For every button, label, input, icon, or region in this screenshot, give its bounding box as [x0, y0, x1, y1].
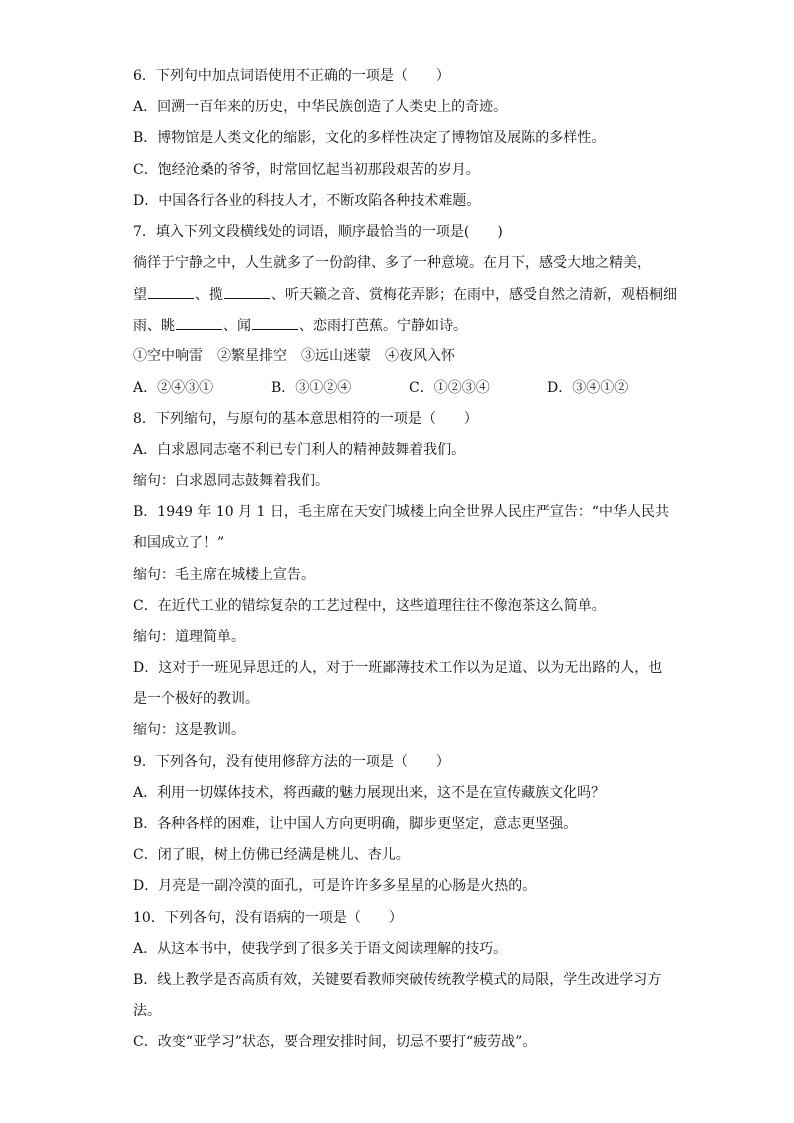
q8-option-d-line-2: 是一个极好的教训。 [133, 691, 259, 707]
q8-stem: 8．下列缩句，与原句的基本意思相符的一项是（ ） [133, 411, 478, 427]
q9-option-d: D．月亮是一副冷漠的面孔，可是许许多多星星的心肠是火热的。 [133, 878, 537, 894]
q8-option-d-condensed: 缩句：这是教训。 [133, 722, 245, 738]
fill-blank [148, 284, 194, 299]
q6-stem: 6．下列句中加点词语使用不正确的一项是（ ） [133, 68, 450, 84]
q7-option-c: C．①②③④ [409, 380, 490, 396]
q8-option-a: A．白求恩同志毫不利已专门利人的精神鼓舞着我们。 [133, 442, 466, 458]
q9-stem: 9．下列各句，没有使用修辞方法的一项是（ ） [133, 754, 450, 770]
q7-stem: 7．填入下列文段横线处的词语，顺序最恰当的一项是( ) [133, 224, 503, 240]
q7-passage-line-3 [133, 315, 673, 336]
q10-option-b-line-2: 法。 [133, 1003, 161, 1019]
q7-passage-line-2 [133, 284, 677, 305]
q9-option-b: B．各种各样的困难，让中国人方向更明确，脚步更坚定，意志更坚强。 [133, 816, 578, 832]
q9-option-c: C．闭了眼，树上仿佛已经满是桃儿、杏儿。 [133, 847, 410, 863]
q8-option-b-line-2: 和国成立了！” [133, 535, 225, 551]
q10-option-b-line-1: B．线上教学是否高质有效，关键要看教师突破传统教学模式的局限，学生改进学习方 [133, 972, 662, 988]
q9-option-a: A．利用一切媒体技术，将西藏的魅力展现出来，这不是在宣传藏族文化吗？ [133, 785, 606, 801]
q10-stem: 10．下列各句，没有语病的一项是（ ） [133, 910, 403, 926]
q7-option-b: B．③①②④ [271, 380, 352, 396]
q8-option-c: C．在近代工业的错综复杂的工艺过程中，这些道理往往不像泡茶这么简单。 [133, 598, 606, 614]
q7-p2-c: 、听天籁之音、赏梅花弄影；在雨中，感受自然之清新，观梧桐细 [271, 287, 677, 303]
q6-option-c: C．饱经沧桑的爷爷，时常回忆起当初那段艰苦的岁月。 [133, 162, 480, 178]
q7-word-choices: ①空中响雷 ②繁星排空 ③远山迷蒙 ④夜风入怀 [133, 348, 455, 364]
q7-options [133, 378, 673, 398]
q7-p3-b: 、闻 [223, 318, 251, 334]
q8-option-b-condensed: 缩句：毛主席在城楼上宣告。 [133, 567, 315, 583]
fill-blank [252, 315, 298, 330]
fill-blank [176, 315, 222, 330]
q7-option-d: D．③④①② [547, 380, 629, 396]
q7-p2-a: 望 [133, 287, 147, 303]
q7-p3-a: 雨、眺 [133, 318, 175, 334]
q10-option-c: C．改变“亚学习”状态，要合理安排时间，切忌不要打“疲劳战”。 [133, 1034, 537, 1050]
q6-option-d: D．中国各行各业的科技人才，不断攻陷各种技术难题。 [133, 193, 481, 209]
q6-option-a: A．回溯一百年来的历史，中华民族创造了人类史上的奇迹。 [133, 99, 508, 115]
q8-option-d-line-1: D．这对于一班见异思迁的人，对于一班鄙薄技术工作以为足道、以为无出路的人，也 [133, 660, 663, 676]
q7-option-a: A．②④③① [133, 380, 214, 396]
q6-option-b: B．博物馆是人类文化的缩影，文化的多样性决定了博物馆及展陈的多样性。 [133, 130, 606, 146]
q8-option-a-condensed: 缩句：白求恩同志鼓舞着我们。 [133, 473, 329, 489]
q7-passage-line-1: 徜徉于宁静之中，人生就多了一份韵律、多了一种意境。在月下，感受大地之精美， [133, 255, 651, 271]
q7-p3-c: 、恋雨打芭蕉。宁静如诗。 [299, 318, 467, 334]
fill-blank [224, 284, 270, 299]
q8-option-c-condensed: 缩句：道理简单。 [133, 629, 245, 645]
q10-option-a: A．从这本书中，使我学到了很多关于语文阅读理解的技巧。 [133, 941, 508, 957]
q8-option-b-line-1: B．1949 年 10 月 1 日，毛主席在天安门城楼上向全世界人民庄严宣告：“中华人民共 [133, 504, 670, 520]
q7-p2-b: 、揽 [195, 287, 223, 303]
